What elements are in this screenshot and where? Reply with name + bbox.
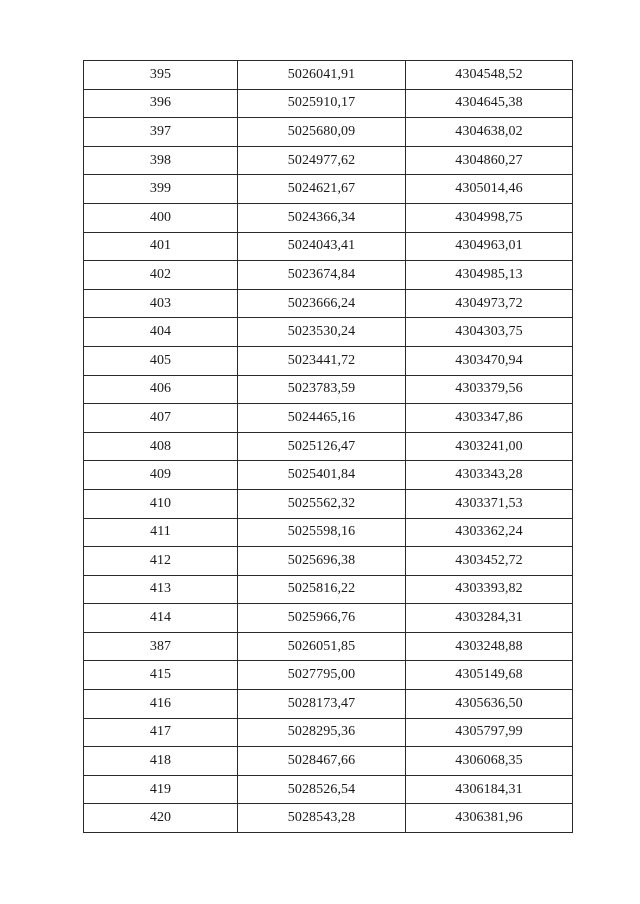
- table-row: [84, 547, 573, 576]
- y-coordinate-cell: 4303393,82: [406, 575, 573, 604]
- point-number-cell: 414: [84, 604, 238, 633]
- y-coordinate-cell: 4303343,28: [406, 461, 573, 490]
- point-number-cell: 403: [84, 289, 238, 318]
- x-coordinate-cell: 5028173,47: [238, 690, 406, 719]
- table-row: [84, 804, 573, 833]
- point-number-cell: 419: [84, 775, 238, 804]
- point-number-cell: 410: [84, 489, 238, 518]
- x-coordinate-cell: 5025816,22: [238, 575, 406, 604]
- x-coordinate-cell: 5025696,38: [238, 547, 406, 576]
- x-coordinate-cell: 5023674,84: [238, 261, 406, 290]
- x-coordinate-cell: 5027795,00: [238, 661, 406, 690]
- point-number-cell: 409: [84, 461, 238, 490]
- y-coordinate-cell: 4303362,24: [406, 518, 573, 547]
- x-coordinate-cell: 5028295,36: [238, 718, 406, 747]
- table-row: [84, 118, 573, 147]
- table-row: [84, 203, 573, 232]
- table-row: [84, 632, 573, 661]
- y-coordinate-cell: 4305636,50: [406, 690, 573, 719]
- y-coordinate-cell: 4304303,75: [406, 318, 573, 347]
- point-number-cell: 387: [84, 632, 238, 661]
- table-row: [84, 404, 573, 433]
- coordinates-table: [83, 60, 573, 833]
- point-number-cell: 415: [84, 661, 238, 690]
- point-number-cell: 412: [84, 547, 238, 576]
- table-row: [84, 232, 573, 261]
- y-coordinate-cell: 4304963,01: [406, 232, 573, 261]
- y-coordinate-cell: 4303452,72: [406, 547, 573, 576]
- table-row: [84, 661, 573, 690]
- y-coordinate-cell: 4306068,35: [406, 747, 573, 776]
- table-row: [84, 461, 573, 490]
- x-coordinate-cell: 5025680,09: [238, 118, 406, 147]
- x-coordinate-cell: 5025910,17: [238, 89, 406, 118]
- y-coordinate-cell: 4304645,38: [406, 89, 573, 118]
- x-coordinate-cell: 5026041,91: [238, 61, 406, 90]
- y-coordinate-cell: 4304973,72: [406, 289, 573, 318]
- x-coordinate-cell: 5023783,59: [238, 375, 406, 404]
- point-number-cell: 418: [84, 747, 238, 776]
- x-coordinate-cell: 5024621,67: [238, 175, 406, 204]
- table-row: [84, 775, 573, 804]
- point-number-cell: 396: [84, 89, 238, 118]
- y-coordinate-cell: 4303347,86: [406, 404, 573, 433]
- table-row: [84, 318, 573, 347]
- table-row: [84, 146, 573, 175]
- table-row: [84, 518, 573, 547]
- y-coordinate-cell: 4303284,31: [406, 604, 573, 633]
- y-coordinate-cell: 4303379,56: [406, 375, 573, 404]
- y-coordinate-cell: 4305014,46: [406, 175, 573, 204]
- table-row: [84, 432, 573, 461]
- x-coordinate-cell: 5025966,76: [238, 604, 406, 633]
- y-coordinate-cell: 4304548,52: [406, 61, 573, 90]
- point-number-cell: 398: [84, 146, 238, 175]
- y-coordinate-cell: 4303241,00: [406, 432, 573, 461]
- table-row: [84, 261, 573, 290]
- table-row: [84, 489, 573, 518]
- x-coordinate-cell: 5024366,34: [238, 203, 406, 232]
- y-coordinate-cell: 4304860,27: [406, 146, 573, 175]
- point-number-cell: 399: [84, 175, 238, 204]
- table-row: [84, 747, 573, 776]
- point-number-cell: 406: [84, 375, 238, 404]
- point-number-cell: 416: [84, 690, 238, 719]
- table-row: [84, 690, 573, 719]
- table-row: [84, 61, 573, 90]
- y-coordinate-cell: 4303248,88: [406, 632, 573, 661]
- y-coordinate-cell: 4305797,99: [406, 718, 573, 747]
- x-coordinate-cell: 5025126,47: [238, 432, 406, 461]
- point-number-cell: 397: [84, 118, 238, 147]
- point-number-cell: 400: [84, 203, 238, 232]
- y-coordinate-cell: 4303470,94: [406, 346, 573, 375]
- x-coordinate-cell: 5028467,66: [238, 747, 406, 776]
- y-coordinate-cell: 4305149,68: [406, 661, 573, 690]
- point-number-cell: 407: [84, 404, 238, 433]
- x-coordinate-cell: 5025562,32: [238, 489, 406, 518]
- y-coordinate-cell: 4306184,31: [406, 775, 573, 804]
- point-number-cell: 401: [84, 232, 238, 261]
- table-row: [84, 175, 573, 204]
- coordinates-table-body: [84, 61, 573, 833]
- point-number-cell: 395: [84, 61, 238, 90]
- point-number-cell: 411: [84, 518, 238, 547]
- y-coordinate-cell: 4304985,13: [406, 261, 573, 290]
- x-coordinate-cell: 5024043,41: [238, 232, 406, 261]
- x-coordinate-cell: 5025401,84: [238, 461, 406, 490]
- point-number-cell: 405: [84, 346, 238, 375]
- point-number-cell: 413: [84, 575, 238, 604]
- x-coordinate-cell: 5023530,24: [238, 318, 406, 347]
- x-coordinate-cell: 5023441,72: [238, 346, 406, 375]
- x-coordinate-cell: 5026051,85: [238, 632, 406, 661]
- y-coordinate-cell: 4304998,75: [406, 203, 573, 232]
- point-number-cell: 408: [84, 432, 238, 461]
- x-coordinate-cell: 5028526,54: [238, 775, 406, 804]
- table-row: [84, 289, 573, 318]
- x-coordinate-cell: 5025598,16: [238, 518, 406, 547]
- point-number-cell: 420: [84, 804, 238, 833]
- table-row: [84, 346, 573, 375]
- x-coordinate-cell: 5024465,16: [238, 404, 406, 433]
- x-coordinate-cell: 5028543,28: [238, 804, 406, 833]
- table-row: [84, 375, 573, 404]
- point-number-cell: 402: [84, 261, 238, 290]
- x-coordinate-cell: 5023666,24: [238, 289, 406, 318]
- point-number-cell: 417: [84, 718, 238, 747]
- table-row: [84, 718, 573, 747]
- table-row: [84, 604, 573, 633]
- y-coordinate-cell: 4303371,53: [406, 489, 573, 518]
- table-row: [84, 89, 573, 118]
- x-coordinate-cell: 5024977,62: [238, 146, 406, 175]
- y-coordinate-cell: 4304638,02: [406, 118, 573, 147]
- y-coordinate-cell: 4306381,96: [406, 804, 573, 833]
- point-number-cell: 404: [84, 318, 238, 347]
- table-row: [84, 575, 573, 604]
